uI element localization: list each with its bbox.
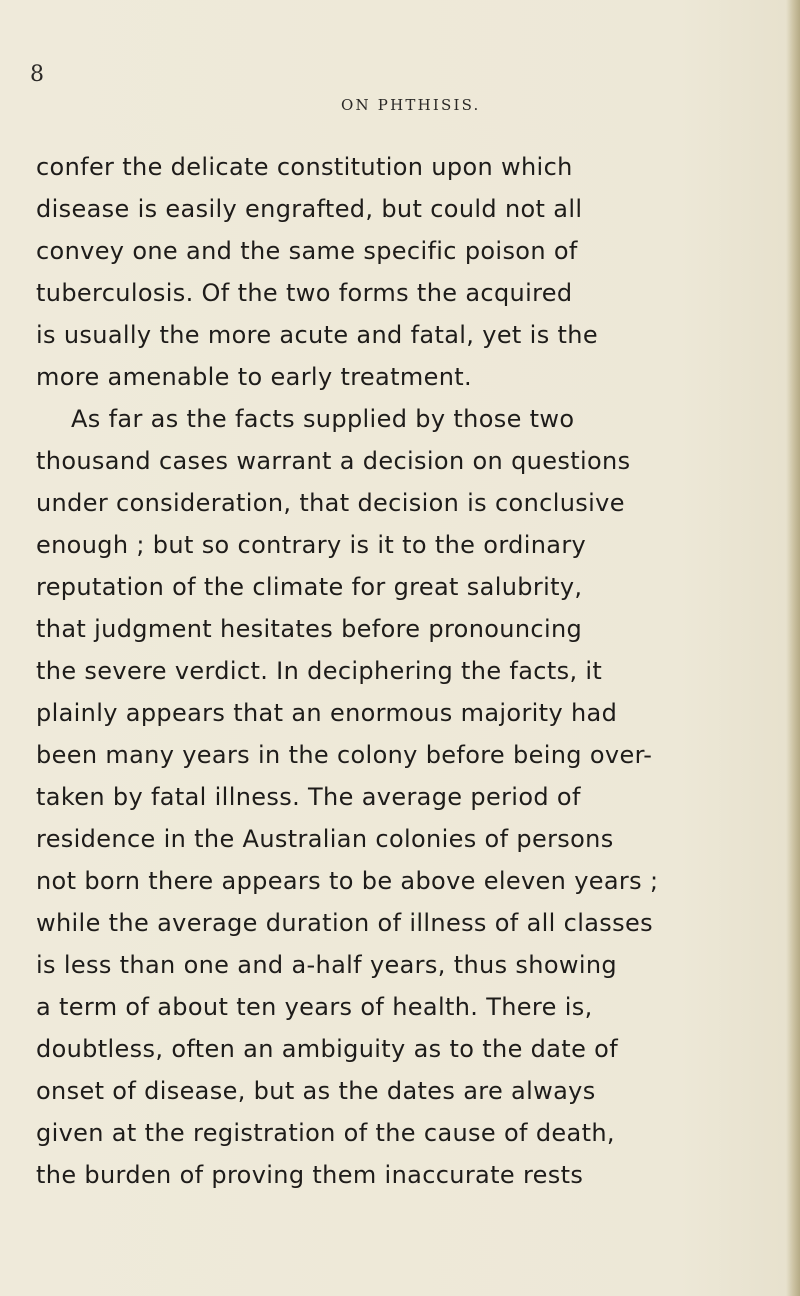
text-line-3: convey one and the same specific poison of (36, 237, 578, 265)
text-line-10: enough ; but so contrary is it to the ordinary (36, 531, 587, 559)
text-line-1: confer the delicate constitution upon which (36, 153, 573, 181)
text-line-7: As far as the facts supplied by those two (71, 405, 575, 433)
text-line-5: is usually the more acute and fatal, yet is the (36, 321, 598, 349)
text-line-6: more amenable to early treatment. (36, 363, 473, 391)
text-line-17: residence in the Australian colonies of persons (36, 825, 614, 853)
running-title: ON PHTHISIS. (341, 96, 481, 114)
text-line-13: the severe verdict. In deciphering the facts, it (36, 657, 603, 685)
text-line-18: not born there appears to be above eleven years ; (36, 867, 659, 895)
text-line-25: the burden of proving them inaccurate rests (36, 1161, 584, 1189)
page-number: 8 (30, 62, 44, 87)
text-line-11: reputation of the climate for great salubrity, (36, 573, 583, 601)
text-line-9: under consideration, that decision is conclusive (36, 489, 625, 517)
text-line-12: that judgment hesitates before pronouncing (36, 615, 583, 643)
text-line-24: given at the registration of the cause of death, (36, 1119, 615, 1147)
text-line-21: a term of about ten years of health. There is, (36, 993, 593, 1021)
text-line-22: doubtless, often an ambiguity as to the date of (36, 1035, 618, 1063)
text-line-4: tuberculosis. Of the two forms the acquired (36, 279, 573, 307)
page-edge-shadow (786, 0, 800, 1296)
text-line-16: taken by fatal illness. The average period of (36, 783, 581, 811)
text-line-20: is less than one and a-half years, thus showing (36, 951, 618, 979)
text-line-15: been many years in the colony before being over- (36, 741, 653, 769)
text-line-19: while the average duration of illness of all classes (36, 909, 653, 937)
text-line-23: onset of disease, but as the dates are always (36, 1077, 596, 1105)
text-line-8: thousand cases warrant a decision on questions (36, 447, 631, 475)
text-line-14: plainly appears that an enormous majority had (36, 699, 618, 727)
text-line-2: disease is easily engrafted, but could not all (36, 195, 583, 223)
